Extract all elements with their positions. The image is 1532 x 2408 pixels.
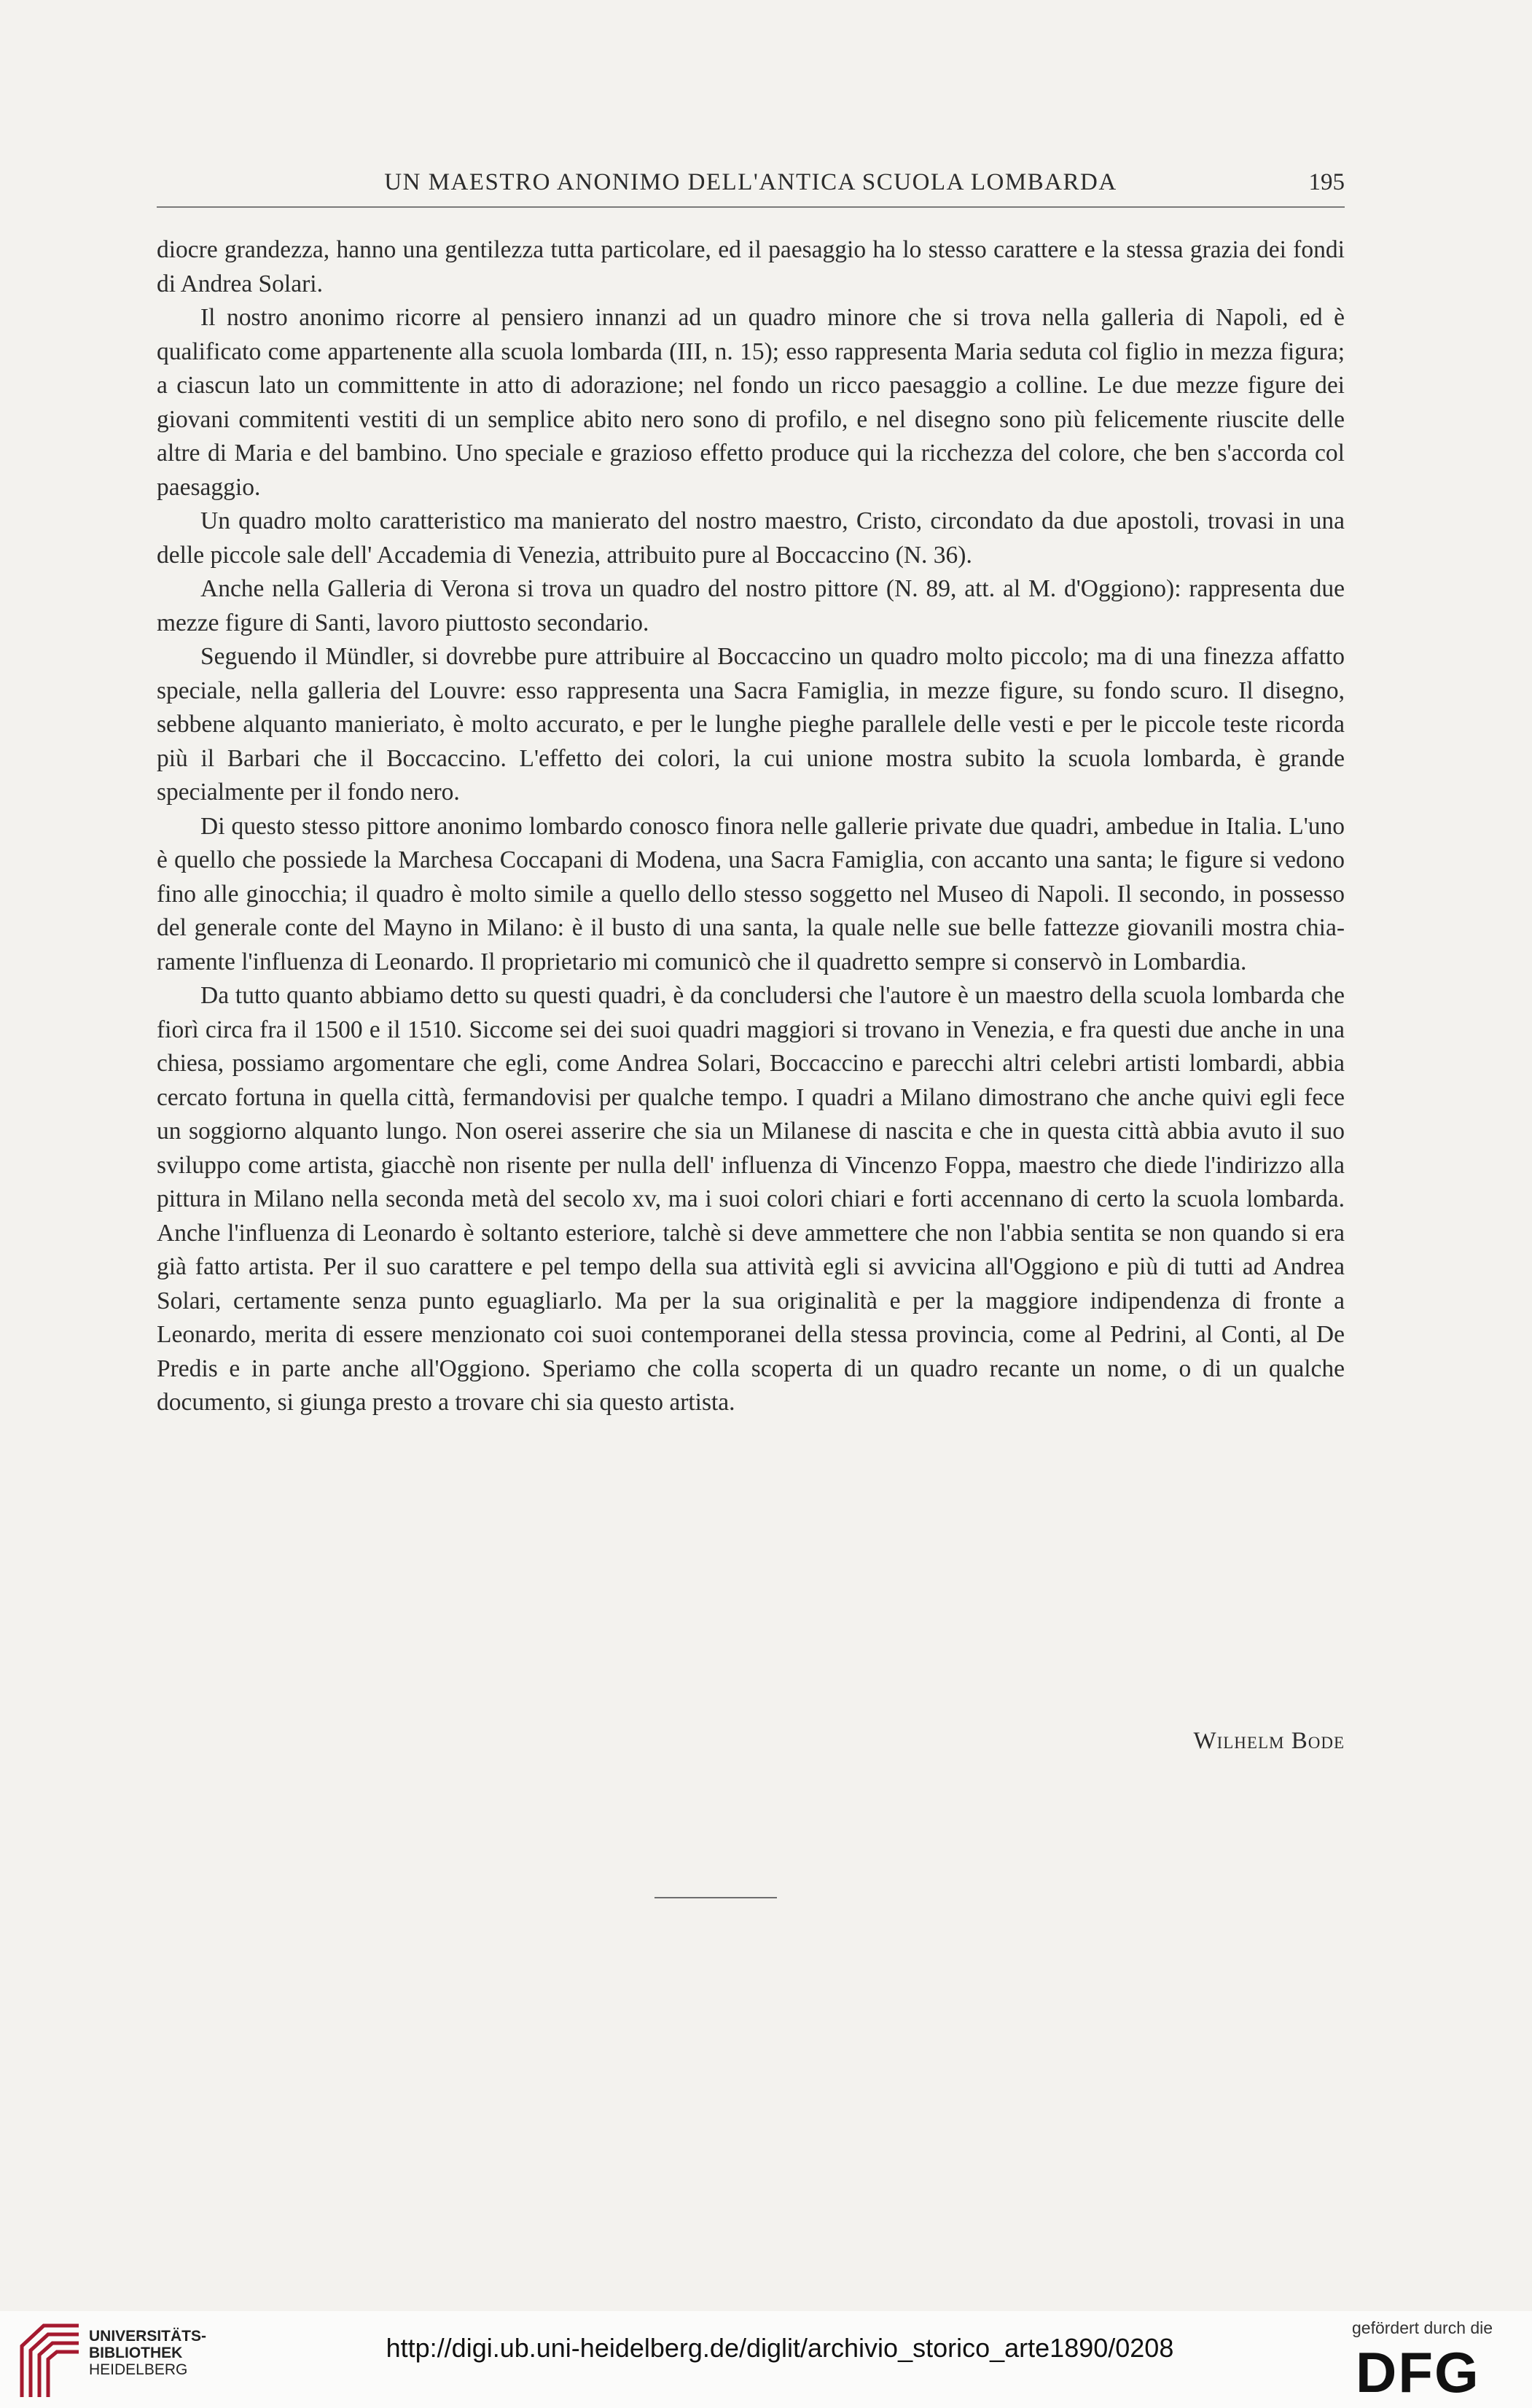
source-url-link[interactable]: http://digi.ub.uni-heidelberg.de/diglit/archivio_storico_arte1890/0208	[386, 2333, 1174, 2363]
header-divider	[157, 206, 1345, 208]
paragraph: Seguendo il Mündler, si dovrebbe pure attribuire al Boccaccino un quadro molto piccolo; ma di una finezza affatto speciale, nella galleria del Louvre: esso rappresenta una Sacra Famiglia, in mezze figure, su fondo scuro. Il disegno, sebbene alquanto manieriato, è molto accurato, e per le lunghe pieghe parallele delle vesti e per le piccole teste ricorda più il Barbari che il Boccaccino. L'effetto dei colori, la cui unione mostra subito la scuola lombarda, è grande specialmente per il fondo nero.	[157, 643, 1345, 806]
page-number: 195	[1308, 169, 1345, 195]
paragraph: diocre grandezza, hanno una gentilezza tutta particolare, ed il paesaggio ha lo stesso carattere e la stessa grazia dei fondi di Andrea Solari.	[157, 236, 1345, 297]
funding-note: gefördert durch die	[1352, 2318, 1493, 2337]
running-title: UN MAESTRO ANONIMO DELL'ANTICA SCUOLA LOMBARDA	[384, 169, 1117, 195]
running-header	[157, 169, 1345, 203]
library-name-line: UNIVERSITÄTS-	[89, 2328, 207, 2345]
article-body	[157, 233, 1345, 1420]
author-signature: Wilhelm Bode	[1193, 1728, 1345, 1754]
library-name-line: HEIDELBERG	[89, 2361, 188, 2378]
paragraph: Di questo stesso pittore anonimo lombardo conosco finora nelle gallerie private due quadri, ambedue in Italia. L'uno è quello che possiede la Marchesa Coccapani di Modena, una Sacra Famiglia, con accanto una santa; le figure si vedono fino alle ginocchia; il quadro è molto simile a quello dello stesso soggetto nel Museo di Napoli. Il secondo, in possesso del generale conte del Mayno in Milano: è il busto di una santa, la quale nelle sue belle fattezze giovanili mostra chiaramente l'influenza di Leonardo. Il proprietario mi comunicò che il quadretto sempre si conservò in Lombardia.	[157, 812, 1345, 975]
end-divider	[654, 1897, 777, 1898]
library-logo-icon[interactable]	[15, 2317, 86, 2401]
dfg-logo[interactable]: DFG	[1356, 2340, 1480, 2404]
library-name	[89, 2328, 206, 2378]
paragraph: Il nostro anonimo ricorre al pensiero innanzi ad un quadro minore che si trova nella galleria di Napoli, ed è qualificato come appartenente alla scuola lombarda (III, n. 15); esso rappresenta Maria seduta col figlio in mezza figura; a ciascun lato un committente in atto di adorazione; nel fondo un ricco paesaggio a colline. Le due mezze figure dei giovani commitenti vestiti di un semplice abito nero sono di profilo, e nel disegno sono più felicemente riuscite delle altre di Maria e del bambino. Uno speciale e grazioso effetto produce qui la ricchezza del colore, che ben s'accorda col paesaggio.	[157, 304, 1345, 501]
paragraph: Un quadro molto caratteristico ma manierato del nostro maestro, Cristo, circondato da due apostoli, trovasi in una delle piccole sale dell' Accademia di Venezia, attribuito pure al Boccaccino (N. 36).	[157, 507, 1345, 569]
paragraph: Anche nella Galleria di Verona si trova un quadro del nostro pittore (N. 89, att. al M. d'Oggiono): rappresenta due mezze figure di Santi, lavoro piuttosto secondario.	[157, 575, 1345, 636]
library-name-line: BIBLIOTHEK	[89, 2345, 183, 2361]
paragraph: Da tutto quanto abbiamo detto su questi quadri, è da concludersi che l'autore è un maestro della scuola lombarda che fiorì circa fra il 1500 e il 1510. Siccome sei dei suoi quadri maggiori si trovano in Venezia, e fra questi due anche in una chiesa, possiamo argomentare che egli, come Andrea Solari, Boccaccino e parecchi altri celebri artisti lombardi, abbia cercato fortuna in quella città, fermandovisi per qualche tempo. I quadri a Milano dimostrano che anche quivi egli fece un soggiorno alquanto lungo. Non oserei asserire che sia un Milanese di nascita e che in questa città abbia avuto il suo sviluppo come artista, giacchè non risente per nulla dell' influenza di Vincenzo Foppa, maestro che diede l'indirizzo alla pittura in Milano nella seconda metà del secolo xv, ma i suoi colori chiari e forti accennano di certo la scuola lombarda. Anche l'influenza di Leonardo è soltanto esteriore, talchè si deve ammettere che non l'abbia sentita se non quando si era già fatto artista. Per il suo carattere e pel tempo della sua attività egli si avvicina all'Oggiono e più di tutti ad Andrea Solari, certamente senza punto eguagliarlo. Ma per la sua originalità e per la maggiore indipendenza di fronte a Leonardo, merita di essere menzionato coi suoi contemporanei della stessa provincia, come al Pedrini, al Conti, al De Predis e in parte anche all'Oggiono. Speriamo che colla scoperta di un quadro recante un nome, o di un qualche documento, si giunga presto a trovare chi sia questo artista.	[157, 982, 1345, 1416]
